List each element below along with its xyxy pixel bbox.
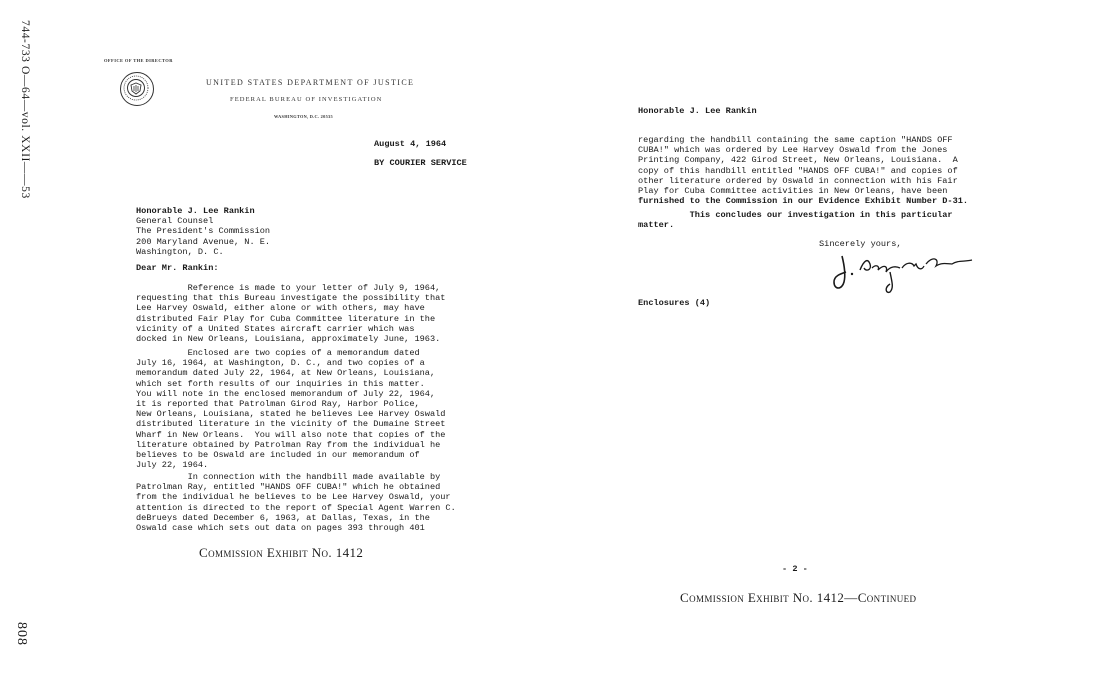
letterhead	[100, 58, 500, 128]
paragraph-line: other literature ordered by Oswald in connection with his Fair	[638, 175, 958, 186]
paragraph-line: Play for Cuba Committee activities in New Orleans, have been	[638, 186, 948, 197]
paragraph-line: Oswald case which sets out data on pages 393 through 401	[136, 523, 425, 534]
paragraph-line: You will note in the enclosed memorandum of July 22, 1964,	[136, 388, 436, 399]
paragraph-line: from the individual he believes to be Lee Harvey Oswald, your	[136, 492, 451, 503]
paragraph-line: copy of this handbill entitled "HANDS OFF CUBA!" and copies of	[638, 165, 958, 176]
paragraph-line: Enclosed are two copies of a memorandum dated	[136, 348, 420, 358]
paragraph-line: Printing Company, 422 Girod Street, New Orleans, Louisiana. A	[638, 155, 958, 166]
paragraph-line: docked in New Orleans, Louisiana, approximately June, 1963.	[136, 334, 441, 345]
paragraph-line: furnished to the Commission in our Evidence Exhibit Number D-31.	[638, 196, 969, 207]
paragraph-line: regarding the handbill containing the same caption "HANDS OFF	[638, 135, 953, 145]
recipient-address	[136, 206, 270, 257]
margin-page-number: 808	[14, 622, 29, 646]
letterhead-department: UNITED STATES DEPARTMENT OF JUSTICE	[206, 78, 415, 87]
paragraph-line: which set forth results of our inquiries in this matter.	[136, 378, 425, 389]
paragraph-line: Wharf in New Orleans. You will also note that copies of the	[136, 429, 446, 440]
address-line: Honorable J. Lee Rankin	[136, 206, 255, 216]
address-line: The President's Commission	[136, 226, 271, 237]
paragraph-line: it is reported that Patrolman Girod Ray, Harbor Police,	[136, 399, 420, 410]
address-line: General Counsel	[136, 216, 214, 227]
paragraph-line: CUBA!" which was ordered by Lee Harvey Oswald from the Jones	[638, 145, 948, 156]
closing: Sincerely yours,	[819, 239, 902, 249]
paragraph-handbill	[136, 472, 456, 533]
paragraph-reference	[136, 283, 445, 344]
paragraph-line: literature obtained by Patrolman Ray from the individual he	[136, 439, 441, 450]
salutation: Dear Mr. Rankin:	[136, 263, 219, 273]
paragraph-line: New Orleans, Louisiana, stated he believes Lee Harvey Oswald	[136, 409, 446, 420]
paragraph-line: This concludes our investigation in this particular	[638, 210, 953, 220]
paragraph-line: requesting that this Bureau investigate the possibility that	[136, 293, 446, 304]
paragraph-enclosed	[136, 348, 445, 470]
page-two-header: Honorable J. Lee Rankin	[638, 106, 757, 116]
margin-volume-reference: 744-733 O—64—vol. XXII——53	[19, 20, 31, 199]
paragraph-line: July 16, 1964, at Washington, D. C., and two copies of a	[136, 358, 425, 369]
enclosures-note: Enclosures (4)	[638, 298, 711, 308]
paragraph-line: distributed literature in the vicinity of the Dumaine Street	[136, 419, 446, 430]
letterhead-bureau: FEDERAL BUREAU OF INVESTIGATION	[230, 96, 383, 103]
paragraph-line: attention is directed to the report of Special Agent Warren C.	[136, 502, 456, 513]
exhibit-caption: Commission Exhibit No. 1412	[199, 545, 364, 560]
paragraph-line: deBrueys dated December 6, 1963, at Dallas, Texas, in the	[136, 512, 430, 523]
exhibit-caption-continued: Commission Exhibit No. 1412—Continued	[680, 590, 917, 605]
paragraph-line: distributed Fair Play for Cuba Committee literature in the	[136, 313, 436, 324]
paragraph-line: Reference is made to your letter of July 9, 1964,	[136, 283, 441, 293]
office-label: OFFICE OF THE DIRECTOR	[104, 58, 173, 63]
paragraph-line: Lee Harvey Oswald, either alone or with others, may have	[136, 303, 425, 314]
signature-icon	[828, 250, 978, 296]
paragraph-line: In connection with the handbill made available by	[136, 472, 441, 482]
paragraph-line: matter.	[638, 220, 675, 231]
paragraph-conclusion	[638, 210, 953, 230]
paragraph-line: memorandum dated July 22, 1964, at New Orleans, Louisiana,	[136, 368, 436, 379]
delivery-method: BY COURIER SERVICE	[374, 158, 467, 168]
fbi-seal-icon	[120, 72, 154, 106]
paragraph-line: vicinity of a United States aircraft carrier which was	[136, 323, 415, 334]
paragraph-continued	[638, 135, 968, 206]
address-line: Washington, D. C.	[136, 246, 224, 257]
page-marker: - 2 -	[782, 564, 808, 574]
letter-date: August 4, 1964	[374, 139, 447, 149]
paragraph-line: July 22, 1964.	[136, 460, 209, 471]
paragraph-line: believes to be Oswald are included in our memorandum of	[136, 450, 420, 461]
letterhead-city: WASHINGTON, D.C. 20535	[274, 114, 333, 119]
paragraph-line: Patrolman Ray, entitled "HANDS OFF CUBA!" which he obtained	[136, 482, 441, 493]
address-line: 200 Maryland Avenue, N. E.	[136, 236, 271, 247]
